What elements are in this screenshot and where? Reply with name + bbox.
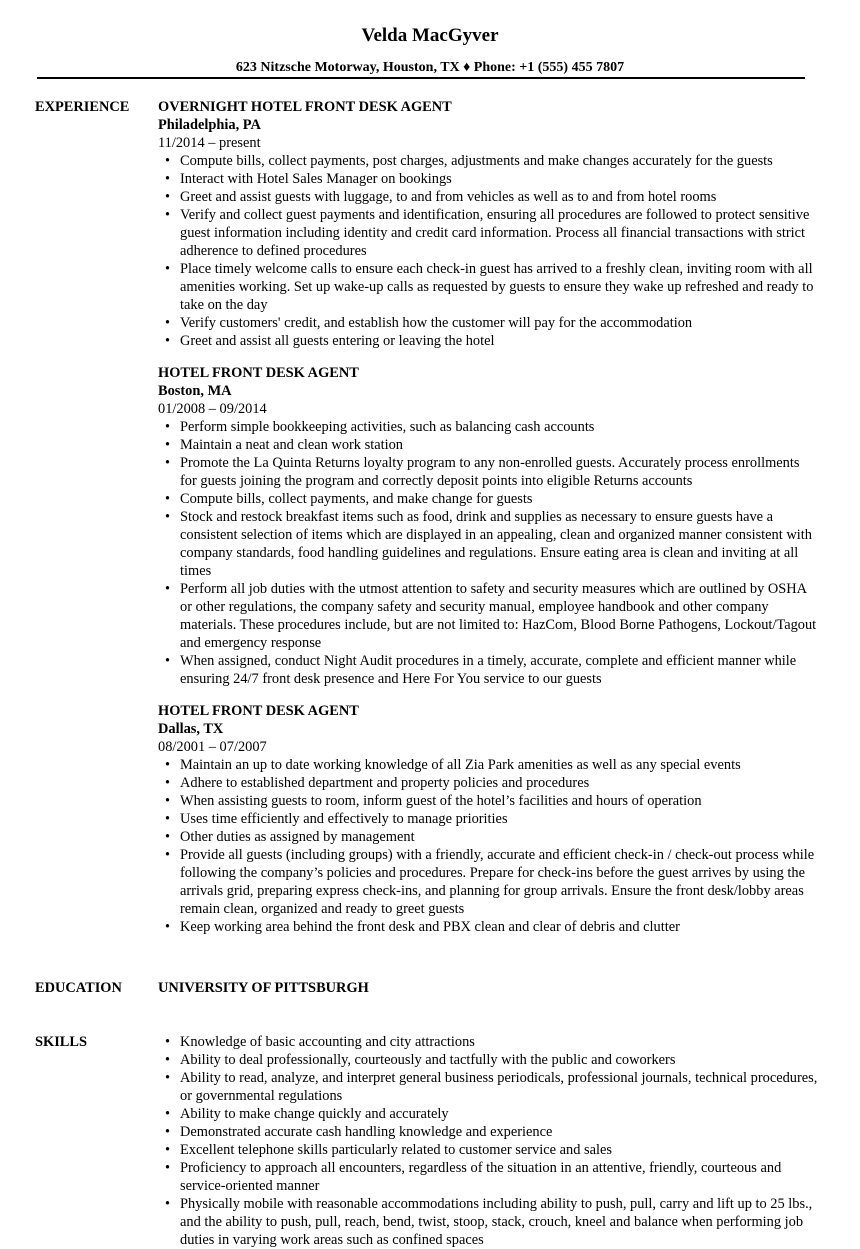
list-item: • Maintain an up to date working knowledge of all Zia Park amenities as well as any special events [180, 756, 818, 774]
list-item: • Excellent telephone skills particularly related to customer service and sales [180, 1141, 818, 1159]
list-item: • Demonstrated accurate cash handling knowledge and experience [180, 1123, 818, 1141]
job-dates: 11/2014 – present [158, 135, 261, 151]
job-dates: 01/2008 – 09/2014 [158, 401, 267, 417]
job-duties-list [158, 418, 818, 688]
candidate-name: Velda MacGyver [361, 25, 499, 46]
skills-body [158, 1033, 818, 1249]
list-item: • Ability to read, analyze, and interpret general business periodicals, professional journals, technical procedures, or governmental regulations [180, 1069, 818, 1105]
list-item: • Adhere to established department and property policies and procedures [180, 774, 818, 792]
list-item: • Proficiency to approach all encounters, regardless of the situation in an attentive, friendly, courteous and service-oriented manner [180, 1159, 818, 1195]
job-entry [158, 98, 818, 350]
list-item: • Uses time efficiently and effectively to manage priorities [180, 810, 818, 828]
section-label-experience: EXPERIENCE [35, 99, 130, 115]
list-item: • Compute bills, collect payments, post charges, adjustments and make changes accurately for the guests [180, 152, 818, 170]
experience-body [158, 98, 818, 950]
list-item: • When assisting guests to room, inform guest of the hotel’s facilities and hours of operation [180, 792, 818, 810]
education-body [158, 979, 818, 997]
section-label-education: EDUCATION [35, 980, 122, 996]
list-item: • Stock and restock breakfast items such as food, drink and supplies as necessary to ensure guests have a consistent selection of items which are displayed in an appealing, clean and organized manner consistent with company standards, food handling guidelines and regulations. Ensure eating area is clean and inviting at all times [180, 508, 818, 580]
section-label-skills: SKILLS [35, 1034, 87, 1050]
job-location: Boston, MA [158, 383, 232, 399]
list-item: • Verify customers' credit, and establish how the customer will pay for the accommodation [180, 314, 818, 332]
job-location: Dallas, TX [158, 721, 224, 737]
list-item: • Verify and collect guest payments and identification, ensuring all procedures are followed to protect sensitive guest information including identity and credit card information. Process all financial transactions with strict adherence to defined procedures [180, 206, 818, 260]
job-duties-list [158, 152, 818, 350]
skills-list [158, 1033, 818, 1249]
list-item: • Ability to deal professionally, courteously and tactfully with the public and coworkers [180, 1051, 818, 1069]
list-item: • Greet and assist all guests entering or leaving the hotel [180, 332, 818, 350]
job-title: OVERNIGHT HOTEL FRONT DESK AGENT [158, 99, 452, 115]
job-location: Philadelphia, PA [158, 117, 261, 133]
list-item: • Perform simple bookkeeping activities, such as balancing cash accounts [180, 418, 818, 436]
list-item: • Interact with Hotel Sales Manager on bookings [180, 170, 818, 188]
list-item: • Knowledge of basic accounting and city attractions [180, 1033, 818, 1051]
list-item: • Ability to make change quickly and accurately [180, 1105, 818, 1123]
list-item: • Physically mobile with reasonable accommodations including ability to push, pull, carry and lift up to 25 lbs., and the ability to push, pull, reach, bend, twist, stoop, stack, crouch, kneel and balance when performing job duties in varying work areas such as confined spaces [180, 1195, 818, 1249]
list-item: • Promote the La Quinta Returns loyalty program to any non-enrolled guests. Accurately process enrollments for guests joining the program and correctly deposit points into eligible Returns accounts [180, 454, 818, 490]
education-school: UNIVERSITY OF PITTSBURGH [158, 980, 369, 996]
list-item: • Greet and assist guests with luggage, to and from vehicles as well as to and from hotel rooms [180, 188, 818, 206]
list-item: • Other duties as assigned by management [180, 828, 818, 846]
job-entry [158, 364, 818, 688]
list-item: • When assigned, conduct Night Audit procedures in a timely, accurate, complete and efficient manner while ensuring 24/7 front desk presence and Here For You service to our guests [180, 652, 818, 688]
list-item: • Provide all guests (including groups) with a friendly, accurate and efficient check-in / check-out process while following the company’s policies and procedures. Prepare for check-ins before the guest arrives by using the arrivals grid, preparing express check-ins, and planning for group arrivals. Ensure the front desk/lobby areas remain clean, organized and ready to greet guests [180, 846, 818, 918]
job-dates: 08/2001 – 07/2007 [158, 739, 267, 755]
list-item: • Keep working area behind the front desk and PBX clean and clear of debris and clutter [180, 918, 818, 936]
header-divider [37, 77, 805, 79]
job-duties-list [158, 756, 818, 936]
list-item: • Place timely welcome calls to ensure each check-in guest has arrived to a freshly clean, inviting room with all amenities working. Set up wake-up calls as requested by guests to ensure they wake up refreshed and ready to take on the day [180, 260, 818, 314]
list-item: • Compute bills, collect payments, and make change for guests [180, 490, 818, 508]
job-title: HOTEL FRONT DESK AGENT [158, 703, 359, 719]
job-title: HOTEL FRONT DESK AGENT [158, 365, 359, 381]
job-entry [158, 702, 818, 936]
list-item: • Maintain a neat and clean work station [180, 436, 818, 454]
list-item: • Perform all job duties with the utmost attention to safety and security measures which are outlined by OSHA or other regulations, the company safety and security manual, employee handbook and other company materials. These procedures include, but are not limited to: HazCom, Blood Borne Pathogens, Lockout/Tagout and emergency response [180, 580, 818, 652]
contact-line: 623 Nitzsche Motorway, Houston, TX ♦ Phone: +1 (555) 455 7807 [235, 60, 625, 75]
